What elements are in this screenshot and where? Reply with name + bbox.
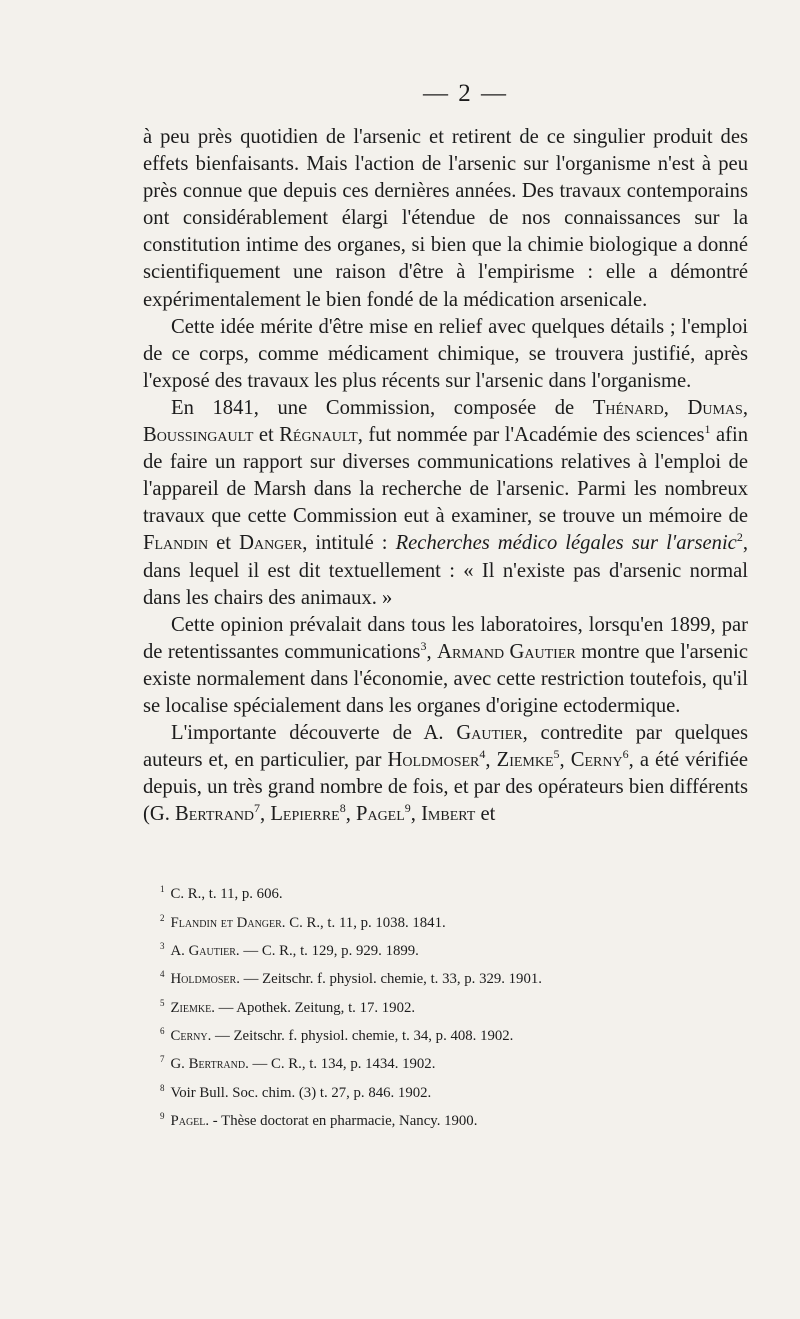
paragraph-4 [143, 612, 748, 720]
footnote [160, 935, 748, 963]
footnote-ref: 3 [420, 638, 427, 653]
author-name: Régnault [279, 424, 358, 447]
paragraph-2: Cette idée mérite d'être mise en relief avec quelques détails ; l'emploi de ce corps, comme médicament chimique, se trouvera justifié, après l'exposé des travaux les plus récents sur l'arsenic dans l'organisme. [143, 315, 748, 392]
paragraph-5 [143, 720, 748, 828]
footnote-ref: 5 [553, 747, 560, 762]
footnote [160, 907, 748, 935]
author-name: Danger [239, 532, 303, 555]
footnote-author: Ziemke. [170, 999, 215, 1016]
text: afin de faire un rapport sur diverses communications relatives à l'emploi de l'appareil de Marsh dans la recherche de l'arsenic. Parmi les nombreux travaux que cette Commission eut à examiner, se trouve un mémoire de [143, 424, 748, 528]
text: et [208, 532, 240, 555]
footnote-text: — Zeitschr. f. physiol. chemie, t. 33, p. 329. 1901. [239, 971, 542, 988]
footnote-author: A. Gautier. [170, 943, 240, 960]
footnote-ref: 6 [622, 747, 629, 762]
footnote-number: 3 [160, 941, 165, 952]
text: , [663, 396, 688, 419]
author-name: Holdmoser [387, 749, 480, 772]
footnote-author: G. Bertrand. [170, 1056, 249, 1073]
author-name: Gautier [456, 722, 523, 745]
text: , [410, 803, 422, 826]
text: , [485, 749, 497, 772]
footnote-number: 4 [160, 969, 165, 980]
author-name: Flandin [143, 532, 209, 555]
footnote [160, 878, 748, 906]
footnote-ref: 8 [339, 801, 346, 816]
text: , [345, 803, 356, 826]
author-name: Armand Gautier [437, 640, 576, 663]
footnote-ref: 2 [736, 530, 743, 545]
paragraph-1: à peu près quotidien de l'arsenic et retirent de ce singulier produit des effets bienfaisants. Mais l'action de l'arsenic sur l'organisme n'est à peu près connue que depuis ces dernières années. Des travaux contemporains ont considérablement élargi l'étendue de nos connaissances sur la constitution intime des organes, si bien que la chimie biologique a donné scientifiquement une raison d'être à l'empirisme : elle a démontré expérimentalement le bien fondé de la médication arsenicale. [143, 126, 748, 311]
author-name: Pagel [356, 803, 405, 826]
footnote [160, 992, 748, 1020]
work-title: Recherches médico légales sur l'arsenic [395, 532, 737, 555]
page-number: — 2 — [423, 80, 508, 107]
footnote-author: Flandin et Danger. [170, 914, 286, 931]
text: Cette opinion prévalait dans tous les laboratoires, lorsqu'en 1899, par de retentissantes communications [143, 613, 748, 663]
text: , a été vérifiée depuis, un très grand nombre de fois, et par des opérateurs bien différents (G. [143, 749, 748, 826]
author-name: Dumas [687, 396, 743, 419]
footnote-text: Voir Bull. Soc. chim. (3) t. 27, p. 846. 1902. [170, 1084, 432, 1101]
text: , [742, 396, 748, 419]
text: , intitulé : [302, 532, 396, 555]
paragraph-3 [143, 395, 748, 612]
footnote-author: Holdmoser. [170, 971, 240, 988]
footnote-text: - Thèse doctorat en pharmacie, Nancy. 1900. [209, 1112, 478, 1129]
text: L'importante découverte de A. [171, 722, 457, 745]
footnote-ref: 9 [404, 801, 411, 816]
footnote-text: — Apothek. Zeitung, t. 17. 1902. [214, 999, 416, 1016]
text: , fut nommée par l'Académie des sciences [357, 424, 705, 447]
footnote-number: 2 [160, 912, 165, 923]
footnote [160, 1048, 748, 1076]
footnote-author: Cerny. [170, 1028, 212, 1044]
footnotes [143, 878, 748, 1133]
author-name: Boussingault [143, 424, 254, 447]
text: , [559, 749, 571, 772]
author-name: Thénard [592, 396, 664, 419]
footnote [160, 1077, 748, 1105]
author-name: Lepierre [270, 803, 340, 826]
footnote-number: 9 [160, 1111, 165, 1122]
footnote-number: 8 [160, 1082, 165, 1093]
footnote-author: Pagel. [170, 1112, 210, 1129]
text: , [260, 803, 271, 826]
text: En 1841, une Commission, composée de [171, 396, 593, 419]
author-name: Ziemke [496, 749, 554, 772]
footnote-text: — Zeitschr. f. physiol. chemie, t. 34, p. 408. 1902. [211, 1028, 514, 1044]
footnote-number: 5 [160, 997, 165, 1008]
footnote-number: 6 [160, 1026, 165, 1037]
footnote-ref: 7 [254, 801, 261, 816]
footnote-text: — C. R., t. 129, p. 929. 1899. [239, 943, 419, 960]
footnote [160, 963, 748, 991]
footnote-number: 1 [160, 884, 165, 895]
footnote-text: C. R., t. 11, p. 606. [170, 886, 283, 903]
footnote-text: — C. R., t. 134, p. 1434. 1902. [248, 1056, 436, 1073]
footnote [160, 1020, 748, 1048]
author-name: Imbert [421, 803, 476, 826]
text: et [253, 424, 280, 447]
text: , contredite par quelques auteurs et, en particulier, par [143, 722, 748, 772]
footnote [160, 1105, 748, 1133]
footnote-text: C. R., t. 11, p. 1038. 1841. [285, 914, 446, 931]
body-text [143, 124, 748, 828]
text: , dans lequel il est dit textuellement : « Il n'existe pas d'arsenic normal dans les chairs des animaux. » [143, 532, 748, 609]
text: montre que l'arsenic existe normalement dans l'économie, avec cette restriction toutefois, qu'il se localise spécialement dans les organes d'origine ectodermique. [143, 640, 748, 717]
footnote-number: 7 [160, 1054, 165, 1065]
footnote-ref: 1 [704, 422, 711, 437]
text: , [426, 640, 438, 663]
author-name: Bertrand [175, 803, 255, 826]
author-name: Cerny [570, 749, 623, 772]
text: et [475, 803, 496, 826]
footnote-ref: 4 [479, 747, 486, 762]
